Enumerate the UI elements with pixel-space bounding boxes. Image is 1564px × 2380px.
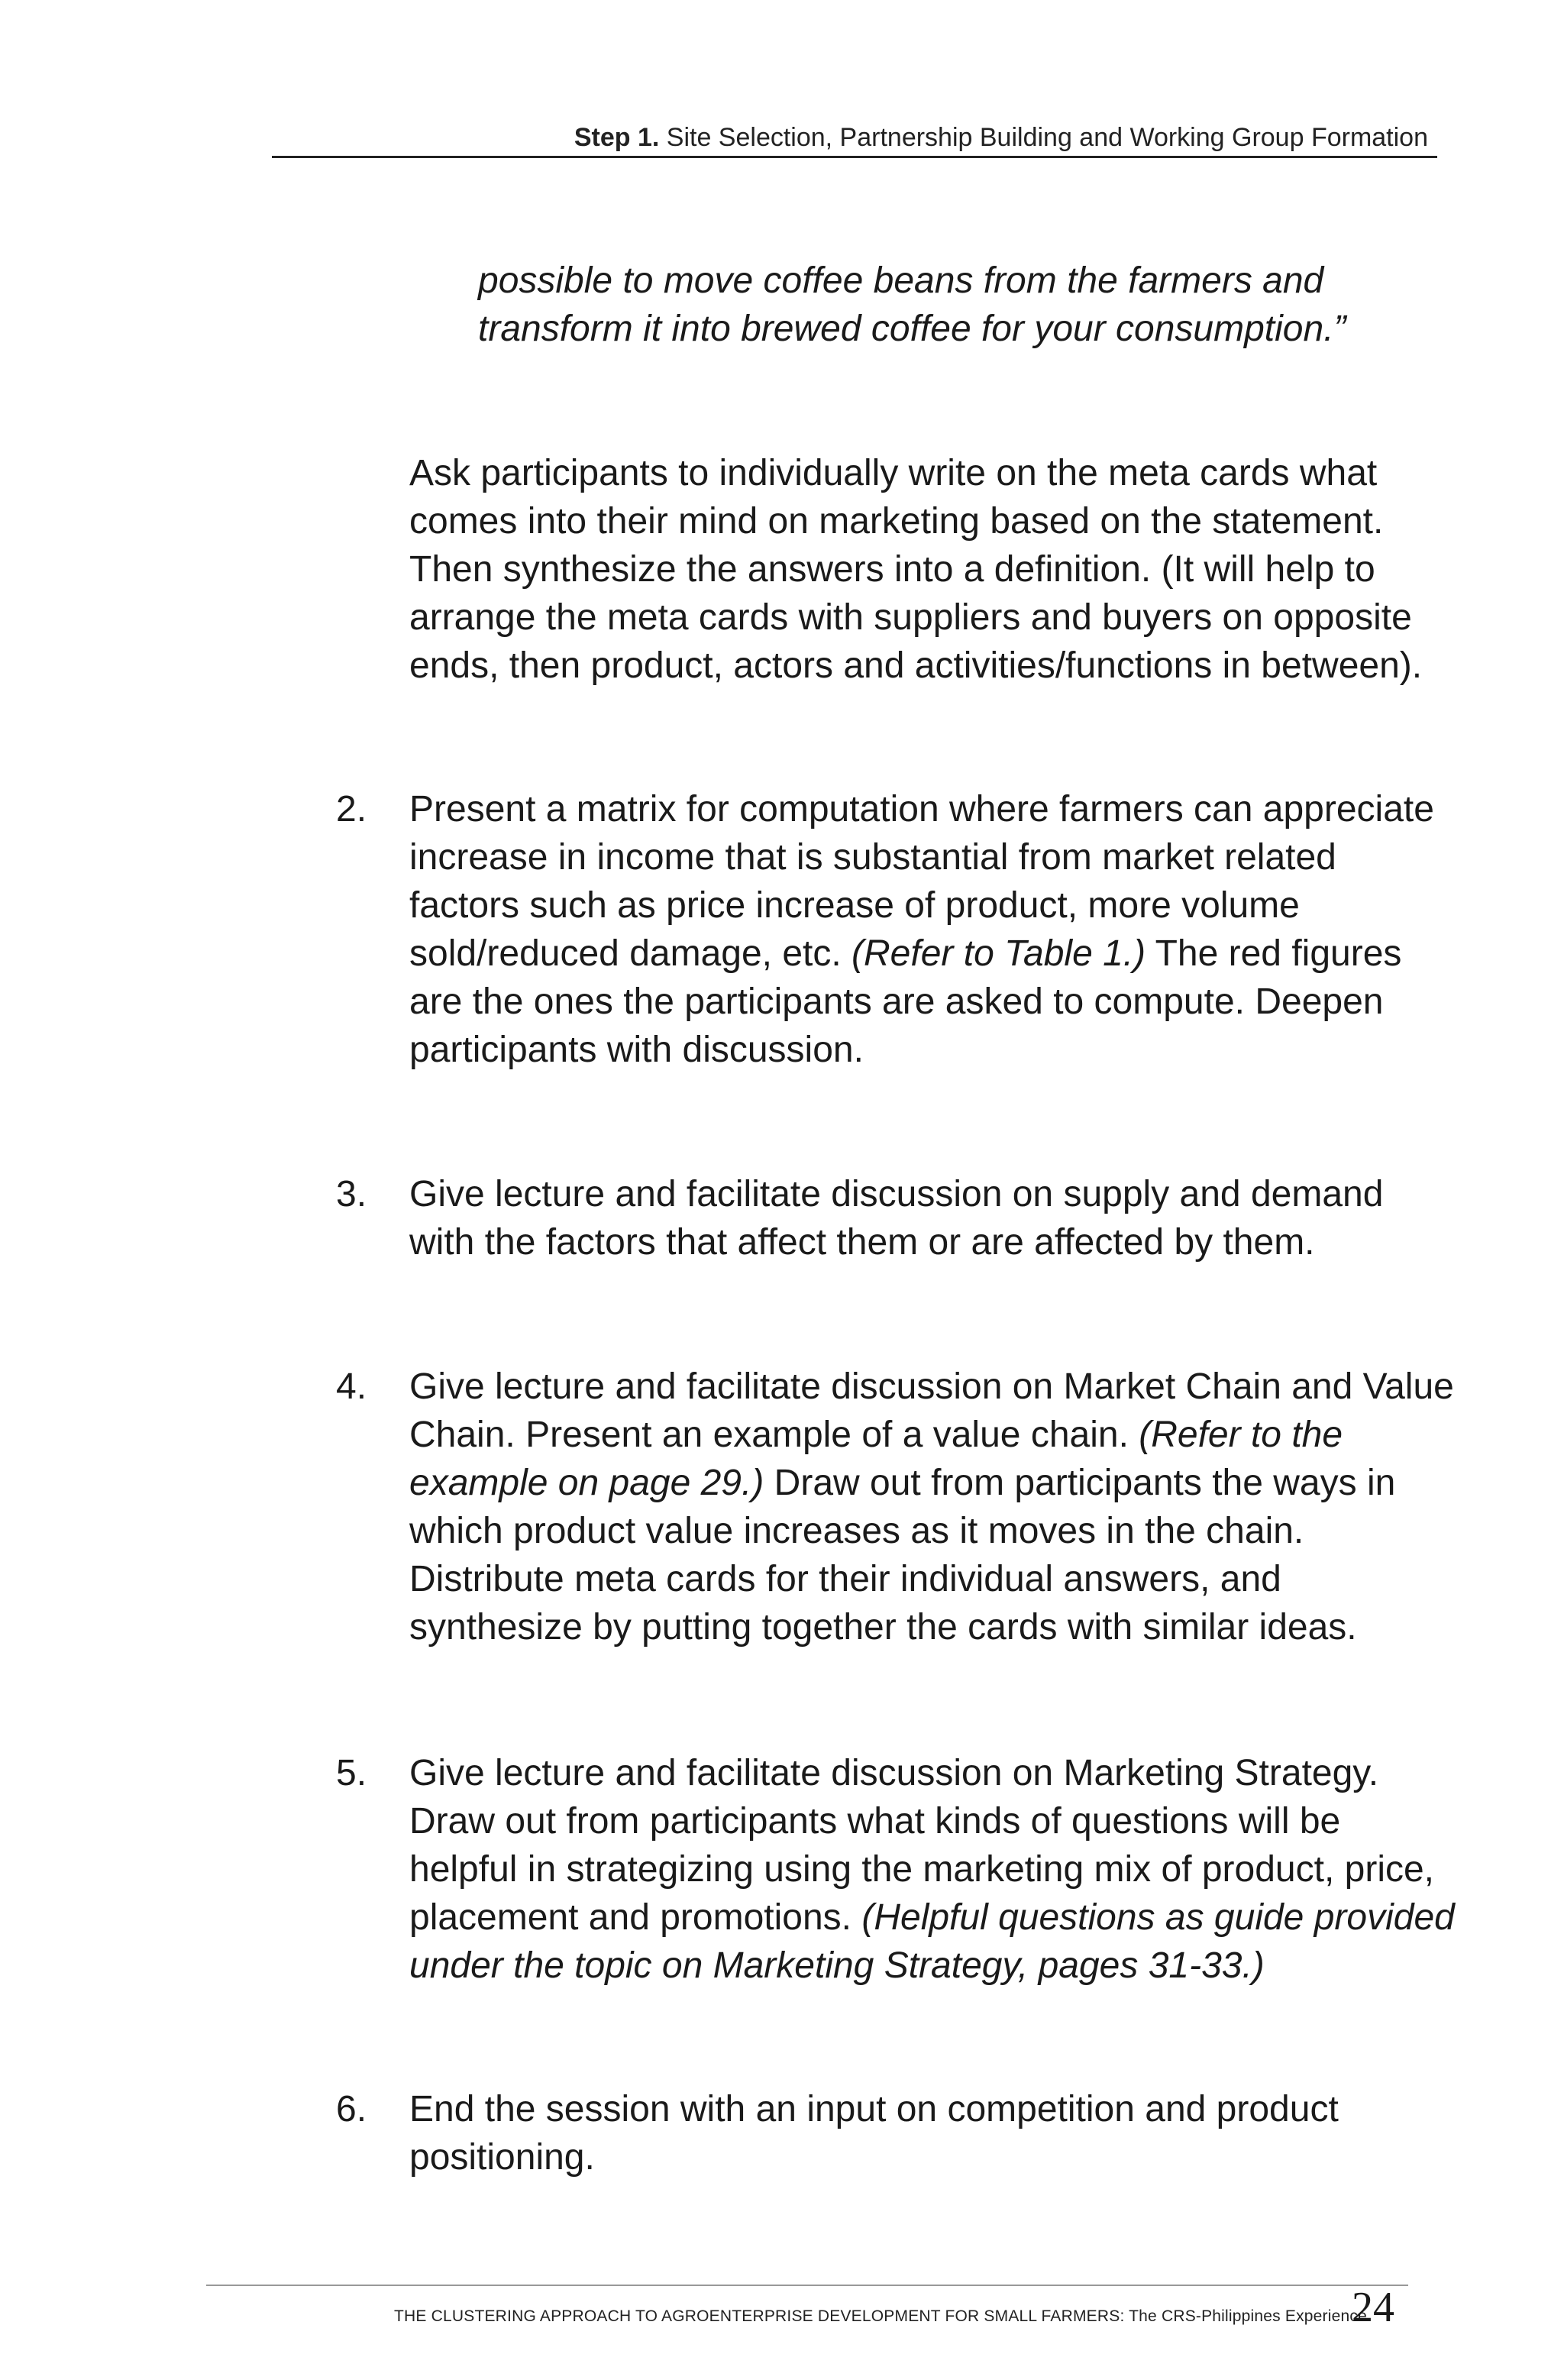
instruction-paragraph: Ask participants to individually write on the meta cards what comes into their mind on marketing based on the statement. Then synthesize the answers into a definition. (It will help to arrange the meta cards with suppliers and buyers on opposite ends, then product, actors and activities/functions in between). <box>409 453 1423 686</box>
list-item-text <box>409 1363 1456 1651</box>
list-item-reference: (Refer to Table 1.) <box>851 933 1146 974</box>
list-item-text-part: The red figures are the ones the participants are asked to compute. Deepen participants with discussion. <box>409 933 1402 1070</box>
list-item-number: 4. <box>336 1366 367 1407</box>
list-item-text-part: Give lecture and facilitate discussion on supply and demand with the factors that affect them or are affected by them. <box>409 1174 1384 1263</box>
list-item-text-part: Present a matrix for computation where farmers can appreciate increase in income that is substantial from market related factors such as price increase of product, more volume sold/reduced damage, etc. <box>409 789 1434 974</box>
quote-continuation: possible to move coffee beans from the farmers and transform it into brewed coffee for your consumption.” <box>478 260 1346 349</box>
list-item-text <box>409 1170 1456 1266</box>
list-item-text-part: Give lecture and facilitate discussion on Market Chain and Value Chain. Present an example of a value chain. <box>409 1366 1454 1455</box>
list-item-text <box>409 2085 1456 2181</box>
list-item-number: 2. <box>336 789 367 829</box>
header-text <box>574 119 1428 156</box>
list-item-text <box>409 785 1456 1074</box>
footer-book-title: THE CLUSTERING APPROACH TO AGROENTERPRISE DEVELOPMENT FOR SMALL FARMERS: The CRS-Philippines Experience <box>394 2307 1367 2325</box>
list-item-number: 3. <box>336 1174 367 1214</box>
list-item-text-part: End the session with an input on competition and product positioning. <box>409 2089 1339 2178</box>
header-step-label: Step 1. <box>574 123 660 152</box>
list-item-text-part: Give lecture and facilitate discussion on Marketing Strategy. Draw out from participants what kinds of questions will be helpful in strategizing using the marketing mix of product, price, placement and promotions. <box>409 1753 1435 1938</box>
page-number: 24 <box>1352 2284 1394 2331</box>
list-item-text-part: Draw out from participants the ways in which product value increases as it moves in the chain. Distribute meta cards for their individual answers, and synthesize by putting together the cards with similar ideas. <box>409 1463 1396 1648</box>
list-item-text <box>409 1749 1456 1990</box>
list-item-reference: (Helpful questions as guide provided under the topic on Marketing Strategy, pages 31-33.) <box>409 1897 1455 1986</box>
footer-divider <box>206 2285 1408 2286</box>
list-item-reference: (Refer to the example on page 29.) <box>409 1415 1343 1503</box>
list-item-number: 6. <box>336 2089 367 2129</box>
running-header <box>272 119 1437 158</box>
list-item-number: 5. <box>336 1753 367 1793</box>
header-title: Site Selection, Partnership Building and Working Group Formation <box>666 123 1428 152</box>
